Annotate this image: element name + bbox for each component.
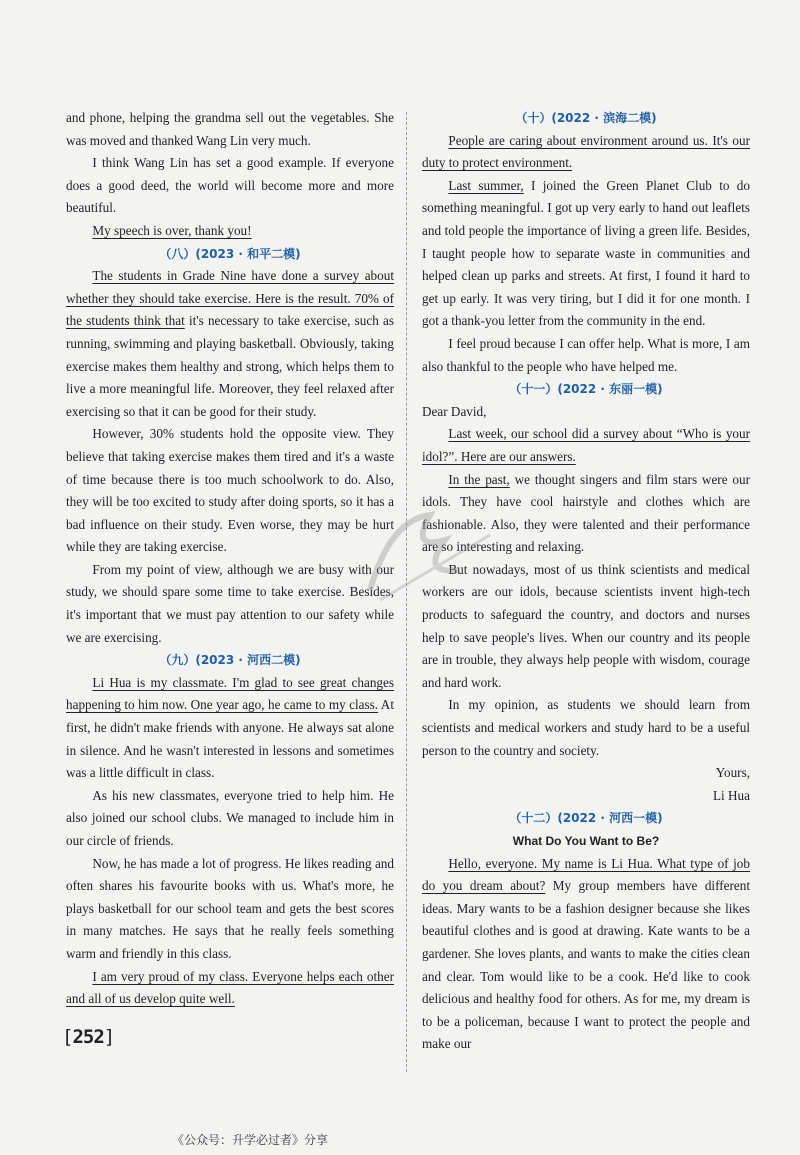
paragraph: However, 30% students hold the opposite view. They believe that taking exercise makes them tired and it's a waste of time because there is too much schoolwork to do. Also, they will be too excited to study after doing sports, so it has a bad influence on their study. Even worse, they may be hurt while they are taking exercise. [66, 426, 394, 555]
paragraph: Last week, our school did a survey about “Who is your idol?”. Here are our answers. [422, 426, 750, 464]
paragraph: My speech is over, thank you! [92, 222, 252, 238]
section-heading: （八）(2023 · 和平二模) [159, 246, 301, 261]
paragraph: I feel proud because I can offer help. What is more, I am also thankful to the people who have helped me. [422, 335, 750, 374]
paragraph [422, 175, 750, 333]
paragraph: Li Hua [713, 787, 750, 803]
paragraph: I am very proud of my class. Everyone helps each other and all of us develop quite well. [66, 968, 394, 1007]
paragraph-text: it's necessary to take exercise, such as running, swimming and playing basketball. Obviously, taking exercise makes them healthy and strong, which helps them to live a more meaningful life. Moreover, they feel relaxed after exercising so that it can be good for their study. [66, 313, 394, 419]
section-heading: （九）(2023 · 河西二模) [159, 653, 301, 668]
paragraph-text: My group members have different ideas. Mary wants to be a fashion designer because she likes beautiful clothes and is good at drawing. Kate wants to be a gardener. She loves plants, and wants to make the cities clean and clear. Tom would like to be a cook. He'd like to cook delicious and healthy food for others. As for me, my dream is to be a policeman, because I want to protect the people and make our [422, 878, 750, 1052]
paragraph: From my point of view, although we are busy with our study, we should spare some time to take exercise. Besides, it's important that we must pay attention to our safety while we are exercising. [66, 561, 394, 645]
paragraph: As his new classmates, everyone tried to help him. He also joined our school clubs. We managed to include him in our circle of friends. [66, 787, 394, 848]
paragraph: Now, he has made a lot of progress. He likes reading and often shares his favourite books with us. What's more, he plays basketball for our school team and gets the best scores in many matches. He says that he really feels something warm and friendly in this class. [66, 855, 394, 961]
underlined-text: Li Hua is my classmate. I'm glad to see great changes happening to him now. One year ago, he came to my class. [66, 674, 394, 713]
paragraph [66, 672, 394, 785]
underlined-text: Last summer, [448, 177, 524, 193]
watermark-logo [350, 500, 500, 610]
underlined-text: The students in Grade Nine have done a survey about whether they should take exercise. Here is the result. 70% of the students think that [66, 268, 394, 329]
paragraph-text: we thought singers and film stars were our idols. They have cool hairstyle and clothes which are fashionable. Also, they were talented and their performance are so interesting and relaxing. [422, 471, 750, 555]
underlined-text: In the past, [448, 471, 510, 487]
paragraph [422, 853, 750, 1056]
paragraph-text: I joined the Green Planet Club to do something meaningful. I got up very early to hand out leaflets and told people the importance of living a green life. Besides, I taught people how to separate waste in communities and helped clean up parks and streets. At first, I found it hard to get up early. It was very tiring, but I did it for one month. I got a thank-you letter from the community in the end. [422, 177, 750, 329]
paragraph: Yours, [715, 765, 750, 781]
underlined-text: Hello, everyone. My name is Li Hua. What type of job do you dream about? [422, 855, 750, 894]
paragraph: and phone, helping the grandma sell out the vegetables. She was moved and thanked Wang Lin very much. [66, 110, 394, 148]
paragraph: In my opinion, as students we should learn from scientists and medical workers and study hard to be a useful person to the country and society. [422, 697, 750, 758]
paragraph: But nowadays, most of us think scientists and medical workers are our idols, because scientists invent high-tech products to safeguard the country, and doctors and nurses help to save people's lives. When our country and its people are in trouble, they always help people with wisdom, courage and hard work. [422, 561, 750, 690]
essay-title: What Do You Want to Be? [512, 834, 660, 848]
paragraph: People are caring about environment around us. It's our duty to protect environment. [422, 132, 750, 171]
paragraph: I think Wang Lin has set a good example. If everyone does a good deed, the world will become more and more beautiful. [66, 155, 394, 216]
paragraph [66, 265, 394, 423]
left-column [66, 107, 394, 1011]
section-heading: （十二）(2022 · 河西一模) [509, 811, 663, 826]
page-number: [252] [62, 1026, 115, 1048]
paragraph-text: At first, he didn't make friends with anyone. He always sat alone in silence. And he wasn't interested in lessons and sometimes was a little difficult in class. [66, 697, 394, 781]
section-heading: （十一）(2022 · 东丽一模) [509, 382, 663, 397]
paragraph: Dear David, [422, 403, 487, 419]
section-heading: （十）(2022 · 滨海二模) [515, 111, 657, 125]
footer-credit: 《公众号：升学必过者》分享 [172, 1133, 329, 1147]
